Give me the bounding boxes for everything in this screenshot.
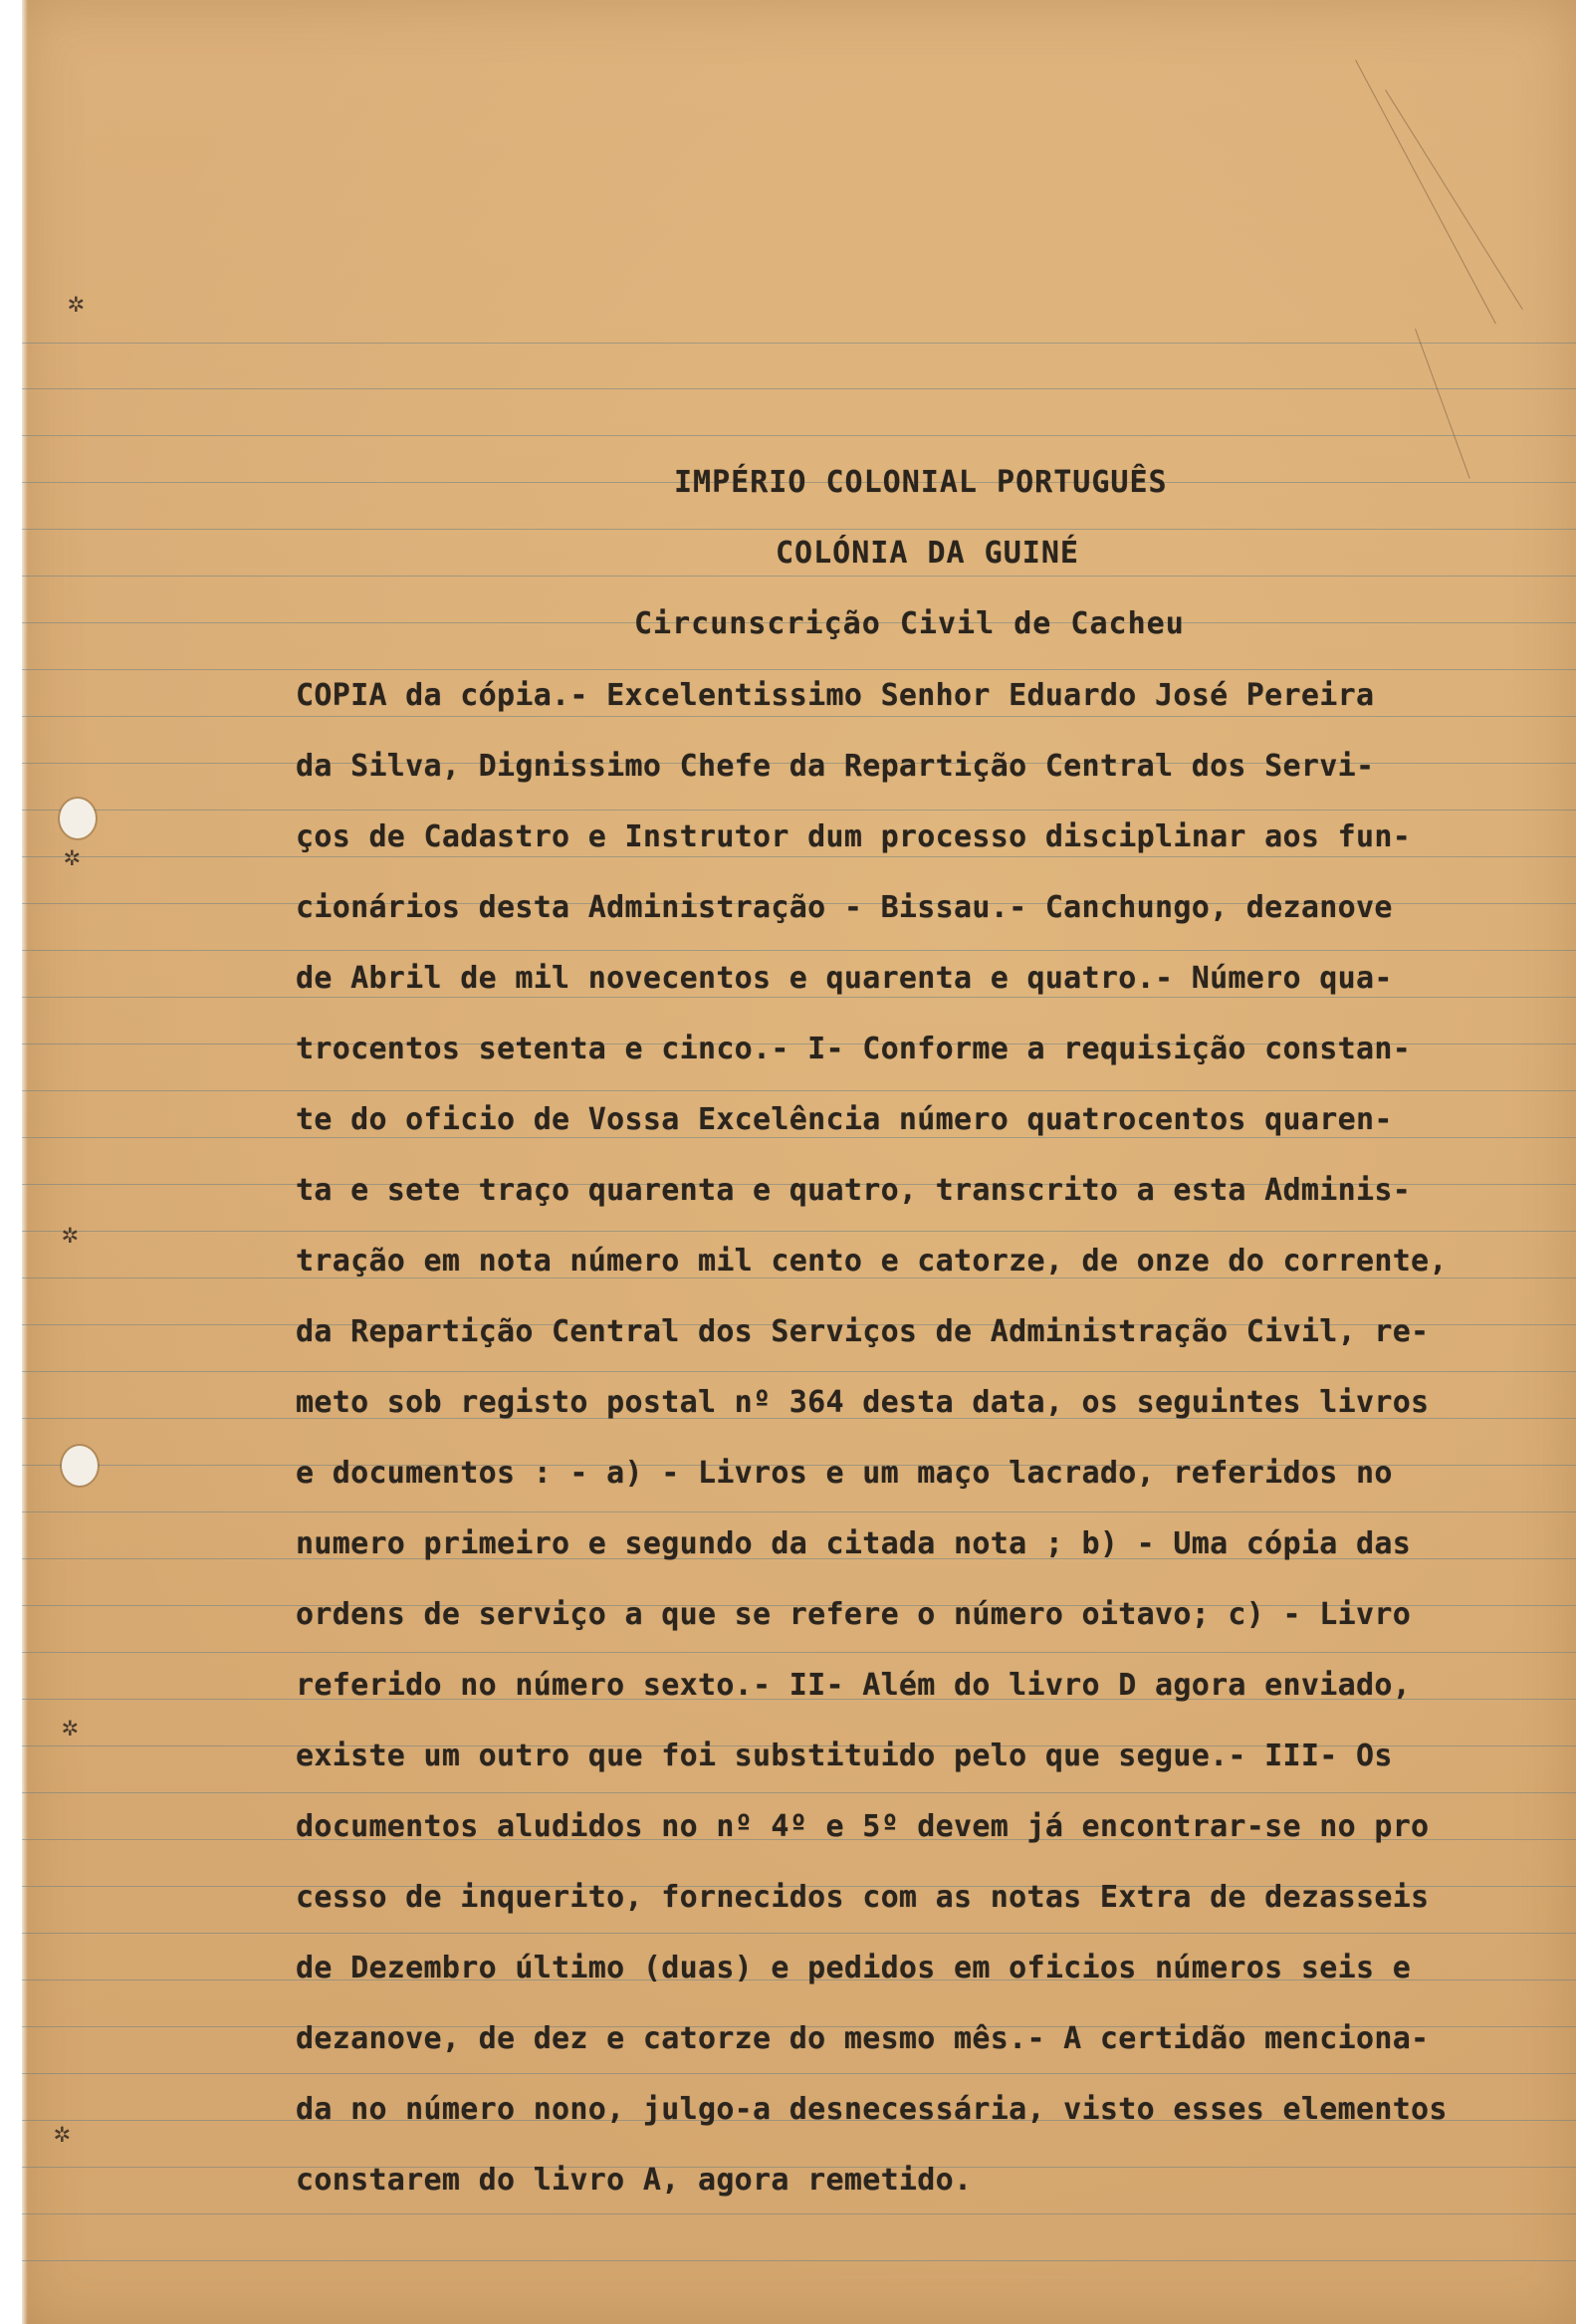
paper-crease <box>1415 329 1470 479</box>
body-line: ços de Cadastro e Instrutor dum processo disciplinar aos fun- <box>296 819 1412 854</box>
body-line: constarem do livro A, agora remetido. <box>296 2163 973 2198</box>
ruled-line <box>22 2213 1576 2214</box>
body-line: documentos aludidos no nº 4º e 5º devem já encontrar-se no pro <box>296 1809 1430 1844</box>
paper-crease <box>1355 60 1496 324</box>
ruled-line <box>22 1231 1576 1232</box>
ruled-line <box>22 997 1576 998</box>
paper-crease <box>1385 90 1523 310</box>
body-line: e documentos : - a) - Livros e um maço lacrado, referidos no <box>296 1456 1393 1491</box>
ruled-line <box>22 1511 1576 1512</box>
body-line: COPIA da cópia.- Excelentissimo Senhor Eduardo José Pereira <box>296 678 1375 713</box>
ruled-line <box>22 1933 1576 1934</box>
body-line: ta e sete traço quarenta e quatro, transcrito a esta Adminis- <box>296 1173 1412 1208</box>
paper-sheet <box>22 0 1576 2324</box>
ruled-line <box>22 2260 1576 2261</box>
ruled-line <box>22 716 1576 717</box>
body-line: trocentos setenta e cinco.- I- Conforme a requisição constan- <box>296 1032 1412 1066</box>
body-line: da Repartição Central dos Serviços de Administração Civil, re- <box>296 1314 1430 1349</box>
ruled-line <box>22 810 1576 811</box>
heading-colony: COLÓNIA DA GUINÉ <box>776 536 1079 571</box>
body-line: da no número nono, julgo-a desnecessária, visto esses elementos <box>296 2092 1448 2127</box>
body-line: cesso de inquerito, fornecidos com as notas Extra de dezasseis <box>296 1880 1430 1915</box>
tack-mark: ✲ <box>54 2116 71 2149</box>
ruled-line <box>22 435 1576 436</box>
tack-mark: ✲ <box>64 839 81 872</box>
ruled-line <box>22 1792 1576 1793</box>
body-line: dezanove, de dez e catorze do mesmo mês.- A certidão menciona- <box>296 2021 1430 2056</box>
tack-mark: ✲ <box>68 286 85 319</box>
ruled-line <box>22 950 1576 951</box>
body-line: ordens de serviço a que se refere o número oitavo; c) - Livro <box>296 1597 1412 1632</box>
body-line: referido no número sexto.- II- Além do livro D agora enviado, <box>296 1668 1412 1703</box>
ruled-line <box>22 1090 1576 1091</box>
ruled-line <box>22 669 1576 670</box>
ruled-line <box>22 388 1576 389</box>
body-line: numero primeiro e segundo da citada nota ; b) - Uma cópia das <box>296 1526 1412 1561</box>
body-line: de Dezembro último (duas) e pedidos em oficios números seis e <box>296 1951 1412 1985</box>
ruled-line <box>22 343 1576 344</box>
ruled-line <box>22 856 1576 857</box>
body-line: meto sob registo postal nº 364 desta data, os seguintes livros <box>296 1385 1430 1420</box>
body-line: te do oficio de Vossa Excelência número quatrocentos quaren- <box>296 1102 1393 1137</box>
body-line: de Abril de mil novecentos e quarenta e quatro.- Número qua- <box>296 961 1393 996</box>
ruled-line <box>22 529 1576 530</box>
ruled-line <box>22 2073 1576 2074</box>
body-line: cionários desta Administração - Bissau.- Canchungo, dezanove <box>296 890 1393 925</box>
punch-hole <box>60 799 96 838</box>
heading-circumscription: Circunscrição Civil de Cacheu <box>634 606 1185 641</box>
ruled-line <box>22 576 1576 577</box>
punch-hole <box>62 1446 98 1486</box>
body-line: da Silva, Dignissimo Chefe da Repartição Central dos Servi- <box>296 749 1375 784</box>
body-line: tração em nota número mil cento e catorze, de onze do corrente, <box>296 1244 1448 1278</box>
tack-mark: ✲ <box>62 1710 79 1743</box>
ruled-line <box>22 1652 1576 1653</box>
heading-empire: IMPÉRIO COLONIAL PORTUGUÊS <box>674 465 1168 500</box>
tack-mark: ✲ <box>62 1217 79 1250</box>
body-line: existe um outro que foi substituido pelo que segue.- III- Os <box>296 1739 1393 1773</box>
ruled-line <box>22 1371 1576 1372</box>
